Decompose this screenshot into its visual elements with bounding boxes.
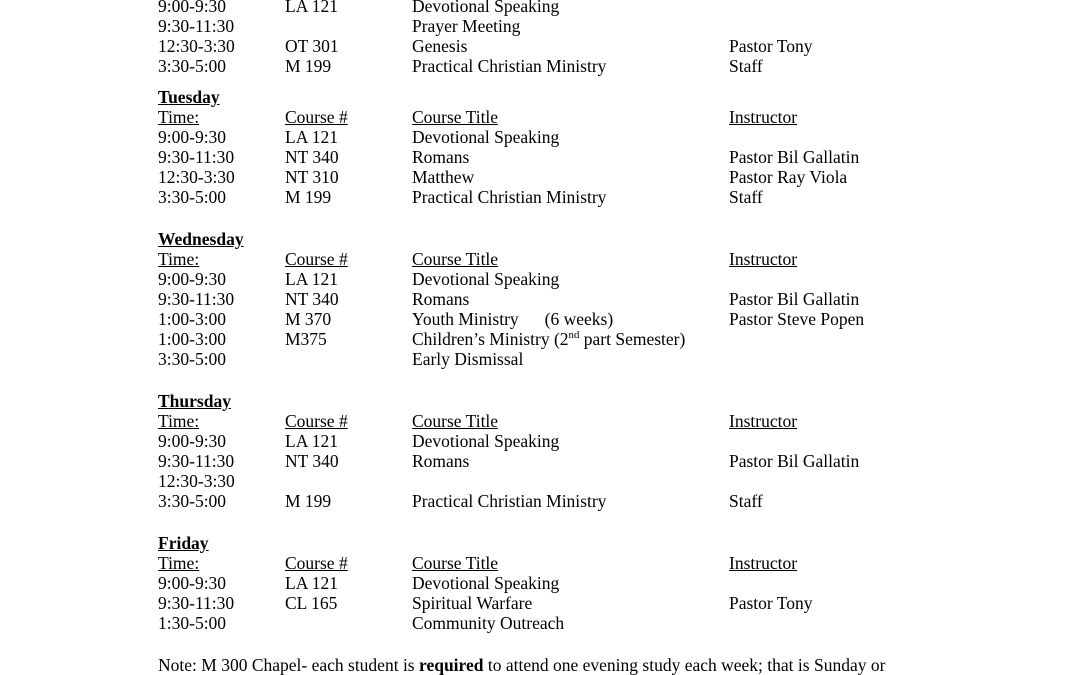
schedule-row xyxy=(0,269,1080,289)
cell-instructor: Staff xyxy=(729,187,763,207)
day-heading-tuesday: Tuesday xyxy=(158,87,220,107)
cell-instructor: Pastor Tony xyxy=(729,593,813,613)
cell-course-title: Matthew xyxy=(412,167,475,187)
cell-time: 1:00-3:00 xyxy=(158,309,227,329)
cell-instructor: Staff xyxy=(729,56,763,76)
column-header-course-number: Course # xyxy=(285,411,348,431)
cell-time: 1:00-3:00 xyxy=(158,329,227,349)
cell-time: 12:30-3:30 xyxy=(158,167,235,187)
schedule-row xyxy=(0,167,1080,187)
column-header-row xyxy=(0,107,1080,127)
column-header-course-title: Course Title xyxy=(412,553,499,573)
cell-course-number: LA 121 xyxy=(285,431,338,451)
cell-instructor: Pastor Tony xyxy=(729,36,813,56)
column-header-course-number: Course # xyxy=(285,553,348,573)
cell-course-number: LA 121 xyxy=(285,269,338,289)
column-header-time: Time: xyxy=(158,411,200,431)
cell-course-number: OT 301 xyxy=(285,36,339,56)
cell-course-number: NT 310 xyxy=(285,167,339,187)
cell-time: 9:30-11:30 xyxy=(158,147,235,167)
cell-time: 9:00-9:30 xyxy=(158,269,227,289)
cell-instructor: Pastor Ray Viola xyxy=(729,167,848,187)
schedule-row xyxy=(0,471,1080,491)
cell-course-number: M 370 xyxy=(285,309,332,329)
schedule-row xyxy=(0,573,1080,593)
cell-course-number: M375 xyxy=(285,329,327,349)
schedule-row xyxy=(0,187,1080,207)
cell-course-number: NT 340 xyxy=(285,289,339,309)
schedule-row xyxy=(0,491,1080,511)
cell-course-title: Devotional Speaking xyxy=(412,269,560,289)
column-header-time: Time: xyxy=(158,107,200,127)
cell-instructor: Pastor Bil Gallatin xyxy=(729,289,860,309)
column-header-instructor: Instructor xyxy=(729,249,798,269)
schedule-row xyxy=(0,593,1080,613)
cell-course-title: Devotional Speaking xyxy=(412,127,560,147)
schedule-row xyxy=(0,127,1080,147)
cell-time: 3:30-5:00 xyxy=(158,491,227,511)
column-header-course-number: Course # xyxy=(285,249,348,269)
cell-course-title: Spiritual Warfare xyxy=(412,593,533,613)
cell-course-title-note: (6 weeks) xyxy=(544,309,614,329)
cell-time: 9:30-11:30 xyxy=(158,289,235,309)
column-header-instructor: Instructor xyxy=(729,553,798,573)
schedule-row xyxy=(0,613,1080,633)
cell-course-title xyxy=(412,309,613,329)
cell-course-title: Devotional Speaking xyxy=(412,431,560,451)
schedule-row xyxy=(0,309,1080,329)
schedule-row xyxy=(0,16,1080,36)
column-header-course-title: Course Title xyxy=(412,249,499,269)
cell-course-number: NT 340 xyxy=(285,147,339,167)
cell-time: 3:30-5:00 xyxy=(158,349,227,369)
cell-instructor: Pastor Steve Popen xyxy=(729,309,865,329)
footer-note: Note: M 300 Chapel- each student is required to attend one evening study each week; that is Sunday or xyxy=(158,655,886,675)
column-header-row xyxy=(0,553,1080,573)
column-header-time: Time: xyxy=(158,553,200,573)
cell-course-number: M 199 xyxy=(285,187,332,207)
cell-instructor: Pastor Bil Gallatin xyxy=(729,451,860,471)
cell-time: 3:30-5:00 xyxy=(158,187,227,207)
schedule-row xyxy=(0,349,1080,369)
schedule-row xyxy=(0,147,1080,167)
cell-course-number: LA 121 xyxy=(285,573,338,593)
day-heading-thursday: Thursday xyxy=(158,391,231,411)
day-heading-friday: Friday xyxy=(158,533,209,553)
column-header-time: Time: xyxy=(158,249,200,269)
schedule-row xyxy=(0,451,1080,471)
day-heading-wednesday: Wednesday xyxy=(158,229,244,249)
cell-time: 3:30-5:00 xyxy=(158,56,227,76)
schedule-row xyxy=(0,431,1080,451)
cell-course-title: Early Dismissal xyxy=(412,349,524,369)
cell-course-number: CL 165 xyxy=(285,593,338,613)
cell-course-title: Practical Christian Ministry xyxy=(412,491,607,511)
cell-instructor: Staff xyxy=(729,491,763,511)
cell-course-title: Devotional Speaking xyxy=(412,0,560,16)
cell-time: 1:30-5:00 xyxy=(158,613,227,633)
column-header-course-title: Course Title xyxy=(412,411,499,431)
cell-instructor: Pastor Bil Gallatin xyxy=(729,147,860,167)
cell-time: 12:30-3:30 xyxy=(158,36,235,56)
cell-course-title: Genesis xyxy=(412,36,468,56)
cell-course-number: LA 121 xyxy=(285,127,338,147)
cell-course-title-text: Youth Ministry xyxy=(412,309,519,329)
column-header-row xyxy=(0,249,1080,269)
cell-time: 9:00-9:30 xyxy=(158,573,227,593)
cell-time: 12:30-3:30 xyxy=(158,471,235,491)
cell-time: 9:00-9:30 xyxy=(158,127,227,147)
cell-course-title: Practical Christian Ministry xyxy=(412,187,607,207)
cell-course-title: Prayer Meeting xyxy=(412,16,521,36)
cell-time: 9:30-11:30 xyxy=(158,593,235,613)
cell-time: 9:00-9:30 xyxy=(158,0,227,16)
cell-course-number: LA 121 xyxy=(285,0,338,16)
cell-time: 9:30-11:30 xyxy=(158,16,235,36)
column-header-course-number: Course # xyxy=(285,107,348,127)
schedule-row xyxy=(0,329,1080,349)
cell-course-title: Children’s Ministry (2nd part Semester) xyxy=(412,329,686,349)
schedule-row xyxy=(0,0,1080,16)
cell-course-title: Practical Christian Ministry xyxy=(412,56,607,76)
column-header-row xyxy=(0,411,1080,431)
schedule-row xyxy=(0,289,1080,309)
cell-course-title: Romans xyxy=(412,147,470,167)
cell-course-number: M 199 xyxy=(285,56,332,76)
column-header-instructor: Instructor xyxy=(729,107,798,127)
cell-course-title: Romans xyxy=(412,451,470,471)
cell-course-title: Devotional Speaking xyxy=(412,573,560,593)
cell-course-title: Community Outreach xyxy=(412,613,565,633)
column-header-instructor: Instructor xyxy=(729,411,798,431)
schedule-row xyxy=(0,36,1080,56)
cell-time: 9:00-9:30 xyxy=(158,431,227,451)
cell-course-number: M 199 xyxy=(285,491,332,511)
column-header-course-title: Course Title xyxy=(412,107,499,127)
cell-course-number: NT 340 xyxy=(285,451,339,471)
cell-course-title: Romans xyxy=(412,289,470,309)
schedule-row xyxy=(0,56,1080,76)
cell-time: 9:30-11:30 xyxy=(158,451,235,471)
